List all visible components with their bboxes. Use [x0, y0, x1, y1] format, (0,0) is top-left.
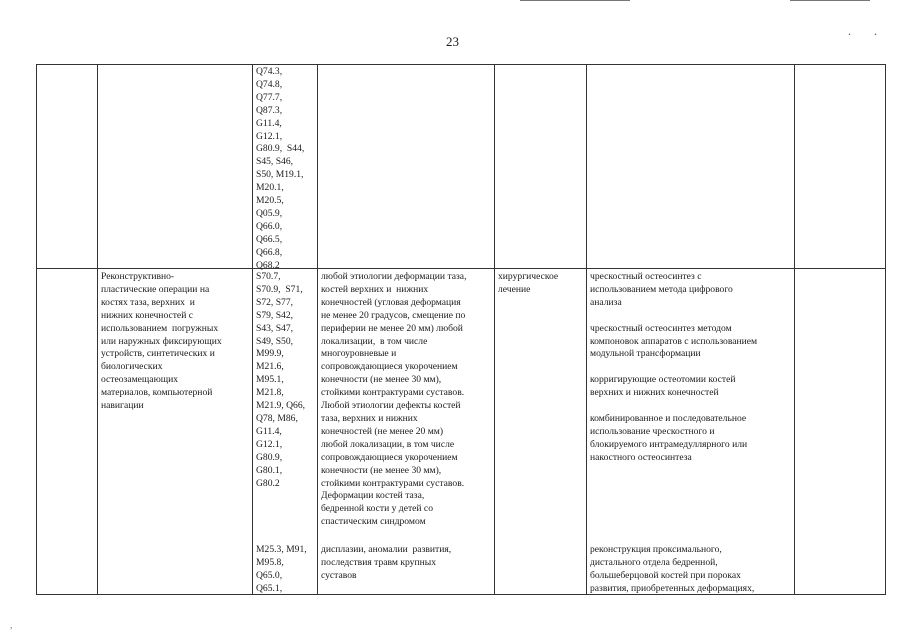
column-border — [494, 64, 495, 595]
table-top-border — [36, 64, 886, 65]
column-border — [586, 64, 587, 595]
table-row-2-methods-continued: реконструкция проксимального, дистального отдела бедренной, большеберцовой костей при пороках развития, приобретенных деформациях, — [590, 544, 755, 594]
row-divider — [36, 268, 886, 269]
column-border — [97, 64, 98, 595]
table-row-2-diagnosis-continued: дисплазии, аномалии развития, последствия травм крупных суставов — [321, 544, 452, 581]
corner-marks: . . — [848, 24, 887, 38]
table-row-2-treatment: хирургическое лечение — [498, 271, 559, 295]
column-border — [36, 64, 37, 595]
column-border — [252, 64, 253, 595]
page-number: 23 — [446, 34, 459, 49]
table-row-2-procedure: Реконструктивно- пластические операции на костях таза, верхних и нижних конечностей с использованием погружных или наружных фиксирующих устройств, синтетических и биологических остеозамещающих материалов, компьютерной навигации — [101, 271, 222, 412]
table-row-2-codes: S70.7, S70.9, S71, S72, S77, S79, S42, S43, S47, S49, S50, M99.9, M21.6, M95.1, M21.8, M21.9, Q66, Q78, M86, G11.4, G12.1, G80.9, G80.1, G80.2 — [256, 271, 306, 489]
table-row-2-codes-continued: M25.3, M91, M95.8, Q65.0, Q65.1, — [256, 544, 307, 594]
column-border — [885, 64, 886, 595]
scan-artifact-line — [790, 0, 870, 1]
column-border — [317, 64, 318, 595]
table-bottom-border — [36, 594, 886, 595]
table-row-2-diagnosis: любой этиологии деформации таза, костей верхних и нижних конечностей (угловая деформация не менее 20 градусов, смещение по периферии не менее 20 мм) любой локализации, в том числе многоуровневые и сопровождающиеся укорочением конечности (не менее 30 мм), стойкими контрактурами суставов. Любой этиологии дефекты костей таза, верхних и нижних конечностей (не менее 20 мм) любой локализации, в том числе сопровождающиеся укорочением конечности (не менее 30 мм), стойкими контрактурами суставов. Деформации костей таза, бедренной кости у детей со спастическим синдромом — [321, 271, 467, 528]
scan-margin-mark: , — [10, 620, 13, 630]
column-border — [794, 64, 795, 595]
scan-artifact-line — [520, 0, 630, 1]
table-row-1-codes: Q74.3, Q74.8, Q77.7, Q87.3, G11.4, G12.1, G80.9, S44, S45, S46, S50, M19.1, M20.1, M20.5, Q05.9, Q66.0, Q66.5, Q66.8, Q68.2 — [256, 66, 305, 271]
table-row-2-methods: чрескостный остеосинтез с использованием метода цифрового анализа чрескостный остеосинтез методом компоновок аппаратов с использованием модульной трансформации корригирующие остеотомии костей верхних и нижних конечностей комбинированное и последовательное использование чрескостного и блокируемого интрамедуллярного или накостного остеосинтеза — [590, 271, 758, 463]
